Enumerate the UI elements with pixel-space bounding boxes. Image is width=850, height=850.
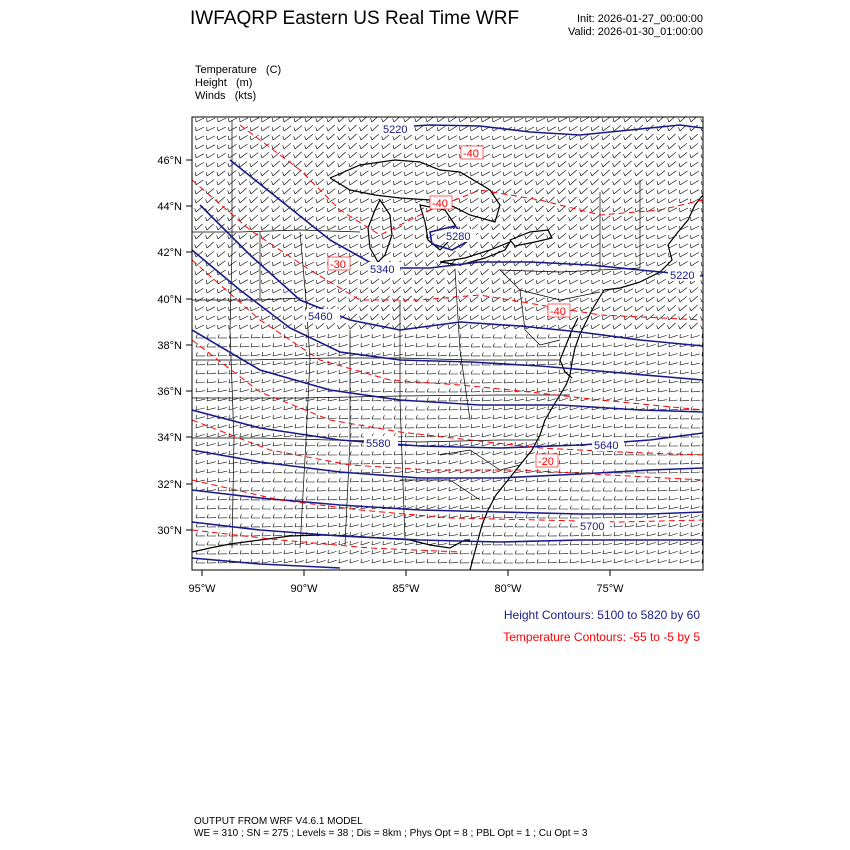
legend-winds: Winds (kts)	[195, 90, 257, 102]
legend-height: Height (m)	[195, 77, 253, 89]
lon-label-85: 85°W	[392, 583, 420, 595]
height-label-5220-east: 5220	[670, 270, 695, 282]
temperature-label-40b: -40	[432, 198, 448, 210]
lat-label-42: 42°N	[157, 247, 182, 259]
temperature-label-40c: -40	[550, 306, 566, 318]
height-contour-key: Height Contours: 5100 to 5820 by 60	[503, 608, 700, 622]
height-label-5220: 5220	[383, 124, 408, 136]
temperature-contour-key: Temperature Contours: -55 to -5 by 5	[503, 630, 700, 644]
valid-time: Valid: 2026-01-30_01:00:00	[568, 26, 703, 38]
lat-label-46: 46°N	[157, 155, 182, 167]
height-label-5340: 5340	[370, 264, 395, 276]
height-label-5280: 5280	[446, 231, 471, 243]
map-background	[192, 117, 703, 570]
map-title: IWFAQRP Eastern US Real Time WRF	[190, 8, 520, 29]
height-label-5460: 5460	[308, 311, 333, 323]
init-time: Init: 2026-01-27_00:00:00	[577, 13, 703, 25]
lon-label-75: 75°W	[596, 583, 624, 595]
lat-label-32: 32°N	[157, 479, 182, 491]
height-label-5580: 5580	[366, 438, 391, 450]
lat-label-40: 40°N	[157, 294, 182, 306]
footer-model-line: OUTPUT FROM WRF V4.6.1 MODEL	[194, 816, 363, 827]
model-info-footer	[194, 816, 587, 840]
lat-label-34: 34°N	[157, 432, 182, 444]
footer-config-line: WE = 310 ; SN = 275 ; Levels = 38 ; Dis = 8km ; Phys Opt = 8 ; PBL Opt = 1 ; Cu Opt = 3	[194, 828, 588, 839]
lon-label-80: 80°W	[494, 583, 522, 595]
temperature-label-40: -40	[463, 148, 479, 160]
lon-label-90: 90°W	[290, 583, 318, 595]
lat-label-44: 44°N	[157, 201, 182, 213]
temperature-label-30: -30	[330, 259, 346, 271]
lat-label-36: 36°N	[157, 386, 182, 398]
height-label-5640: 5640	[594, 440, 619, 452]
lon-label-95: 95°W	[188, 583, 216, 595]
lat-label-38: 38°N	[157, 340, 182, 352]
legend-temperature: Temperature (C)	[195, 64, 282, 76]
height-label-5700: 5700	[580, 521, 605, 533]
temperature-label-20: -20	[538, 456, 554, 468]
lat-label-30: 30°N	[157, 525, 182, 537]
